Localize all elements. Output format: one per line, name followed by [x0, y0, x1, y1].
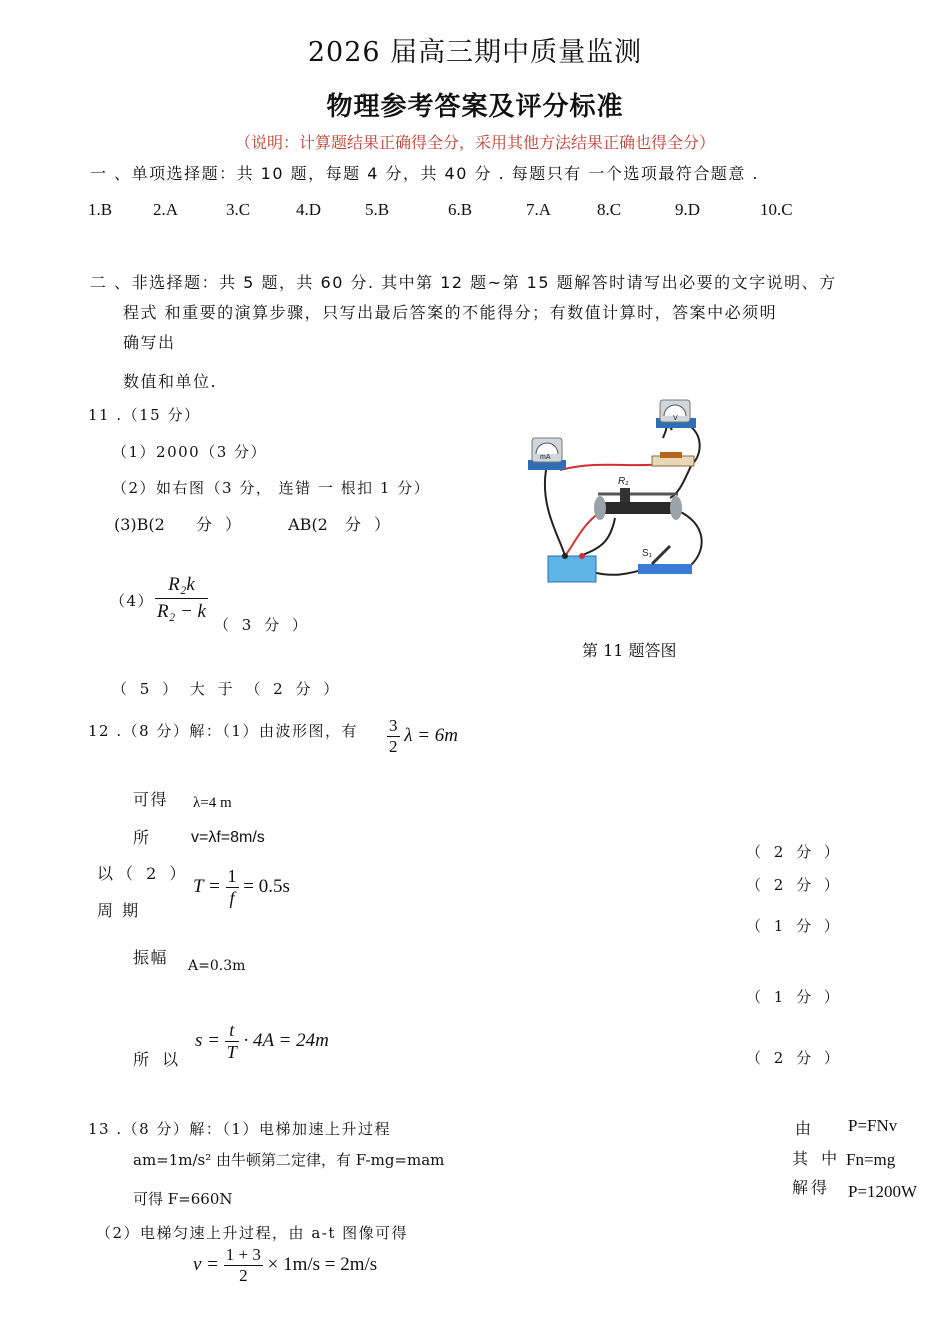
q12-score-2: （ 2 分 ） [746, 876, 843, 894]
q12-eq2-numerator: 1 [227, 866, 237, 886]
grading-note: （说明：计算题结果正确得全分，采用其他方法结果正确也得全分） [234, 133, 715, 152]
rheostat-coil [600, 502, 674, 514]
q13-line1: am=1m/s² 由牛顿第二定律，有 F-mg=mam [133, 1151, 445, 1169]
q12-l2-value: v=λf=8m/s [191, 829, 265, 846]
q13-side-label-1: 由 [795, 1119, 813, 1138]
q12-amp-value: A=0.3m [188, 958, 246, 974]
exam-title: 2026 届高三期中质量监测 [307, 37, 643, 68]
q13-eq-rest: × 1m/s = 2m/s [267, 1253, 378, 1275]
q12-eq3-denominator: T [226, 1042, 237, 1062]
rheostat-right-end [670, 496, 682, 520]
answer-1: 1.B [88, 200, 113, 219]
battery-terminal-neg [562, 553, 568, 559]
q13-eq-numerator: 1 + 3 [225, 1245, 261, 1264]
q12-l1-label: 可得 [133, 790, 169, 809]
q13-side-label-2: 其 中 [792, 1149, 842, 1168]
q13-heading: 13 .（8 分）解：（1）电梯加速上升过程 [88, 1120, 391, 1138]
q12-eq2-denominator: f [229, 888, 235, 908]
rheostat-slider [620, 488, 630, 502]
q13-eq [193, 1245, 377, 1286]
answer-9: 9.D [675, 200, 701, 219]
section1-heading: 一 、单项选择题：共 10 题，每题 4 分，共 40 分 . 每题只有 一个选项最符合题意 . [90, 164, 760, 183]
q13-eq-denominator: 2 [239, 1266, 248, 1285]
q12-eq3-numerator: t [225, 1020, 239, 1042]
wire-battery-switch [592, 570, 642, 575]
q11-part5: （ 5 ） 大 于 （ 2 分 ） [112, 680, 343, 698]
q11-part3-a: (3)B(2 [114, 515, 165, 534]
q12-eq1-rest: λ = 6m [404, 724, 459, 746]
q11-part3-d: 分 ） [344, 515, 395, 534]
q12-l2-label: 所 [133, 828, 151, 847]
q12-score-4: （ 1 分 ） [746, 988, 843, 1006]
q12-score-1: （ 2 分 ） [746, 843, 843, 861]
q11-part3-c: AB(2 [288, 515, 328, 534]
answer-3: 3.C [226, 200, 251, 219]
switch-label: S₁ [642, 548, 653, 559]
q12-s-label: 所 以 [133, 1050, 183, 1069]
switch-base [638, 564, 692, 574]
q13-line3: （2）电梯匀速上升过程，由 a-t 图像可得 [96, 1224, 409, 1242]
q11-part1: （1）2000（3 分） [112, 443, 268, 461]
answer-6: 6.B [448, 200, 473, 219]
q12-amp-label: 振幅 [133, 948, 169, 967]
q11-part4-formula [155, 574, 208, 623]
q12-eq3 [195, 1020, 329, 1063]
q13-side-value-3: P=1200W [848, 1182, 918, 1201]
q13-side-value-1: P=FNv [848, 1116, 898, 1135]
answer-2: 2.A [153, 200, 179, 219]
q12-eq3-lhs: s = [195, 1029, 220, 1051]
figure-caption: 第 11 题答图 [582, 641, 677, 660]
q12-score-3: （ 1 分 ） [746, 917, 843, 935]
answer-8: 8.C [597, 200, 622, 219]
q13-side-value-2: Fn=mg [846, 1150, 896, 1169]
q11-part4-denominator: R₂ − k [157, 601, 206, 622]
wire-ammeter-battery [545, 470, 565, 556]
section2-heading-line2: 程式 和重要的演算步骤，只写出最后答案的不能得分；有数值计算时，答案中必须明 [123, 303, 778, 322]
q11-part3 [114, 512, 394, 535]
q12-eq2 [193, 866, 290, 909]
q12-eq1-denominator: 2 [389, 737, 398, 756]
voltmeter-label: V [673, 415, 678, 422]
q12-eq3-rest: · 4A = 24m [243, 1029, 329, 1051]
answer-4: 4.D [296, 200, 322, 219]
q12-heading: 12 .（8 分）解：（1）由波形图，有 [88, 722, 358, 740]
q12-l3-label: 以（ 2 ） [97, 864, 190, 883]
q11-part2: （2）如右图（3 分， 连错 一 根扣 1 分） [112, 479, 431, 497]
q13-side-label-3: 解得 [792, 1178, 831, 1197]
q11-part3-b: 分 ） [195, 515, 246, 534]
q13-line2: 可得 F=660N [133, 1190, 233, 1208]
answer-10: 10.C [760, 200, 793, 219]
section2-heading-line1: 二 、非选择题：共 5 题，共 60 分. 其中第 12 题~第 15 题解答时请写出必要的文字说明、方 [90, 273, 837, 292]
resistor-element [660, 452, 682, 458]
ammeter-label: mA [540, 454, 551, 461]
wire-ammeter-resistor [560, 464, 660, 470]
q12-eq2-rest: = 0.5s [243, 875, 290, 897]
section2-heading-line3: 确写出 [123, 333, 176, 352]
wire-battery-rheostat-2 [580, 518, 615, 556]
q12-eq1 [387, 716, 458, 757]
battery-box [548, 556, 596, 582]
rheostat-label: R₁ [618, 476, 629, 487]
q13-eq-lhs: v = [193, 1253, 220, 1275]
q11-part4-numerator: R₂k [155, 574, 208, 599]
q11-heading: 11 .（15 分） [88, 406, 201, 424]
answer-7: 7.A [526, 200, 552, 219]
section2-heading-line4: 数值和单位. [123, 372, 218, 391]
q12-l1-value: λ=4 m [193, 795, 232, 811]
battery-terminal-pos [579, 553, 585, 559]
q12-eq1-numerator: 3 [389, 716, 398, 735]
q12-eq2-lhs: T = [193, 875, 221, 897]
q12-l4-label: 周 期 [97, 901, 141, 920]
circuit-diagram [520, 398, 740, 590]
q12-score-5: （ 2 分 ） [746, 1049, 843, 1067]
q11-part4-label: （4） [110, 592, 155, 610]
q11-part4-score: （ 3 分 ） [214, 616, 311, 634]
answer-5: 5.B [365, 200, 390, 219]
rheostat-left-end [594, 496, 606, 520]
switch-lever [652, 546, 670, 564]
answer-key-subtitle: 物理参考答案及评分标准 [326, 92, 624, 122]
